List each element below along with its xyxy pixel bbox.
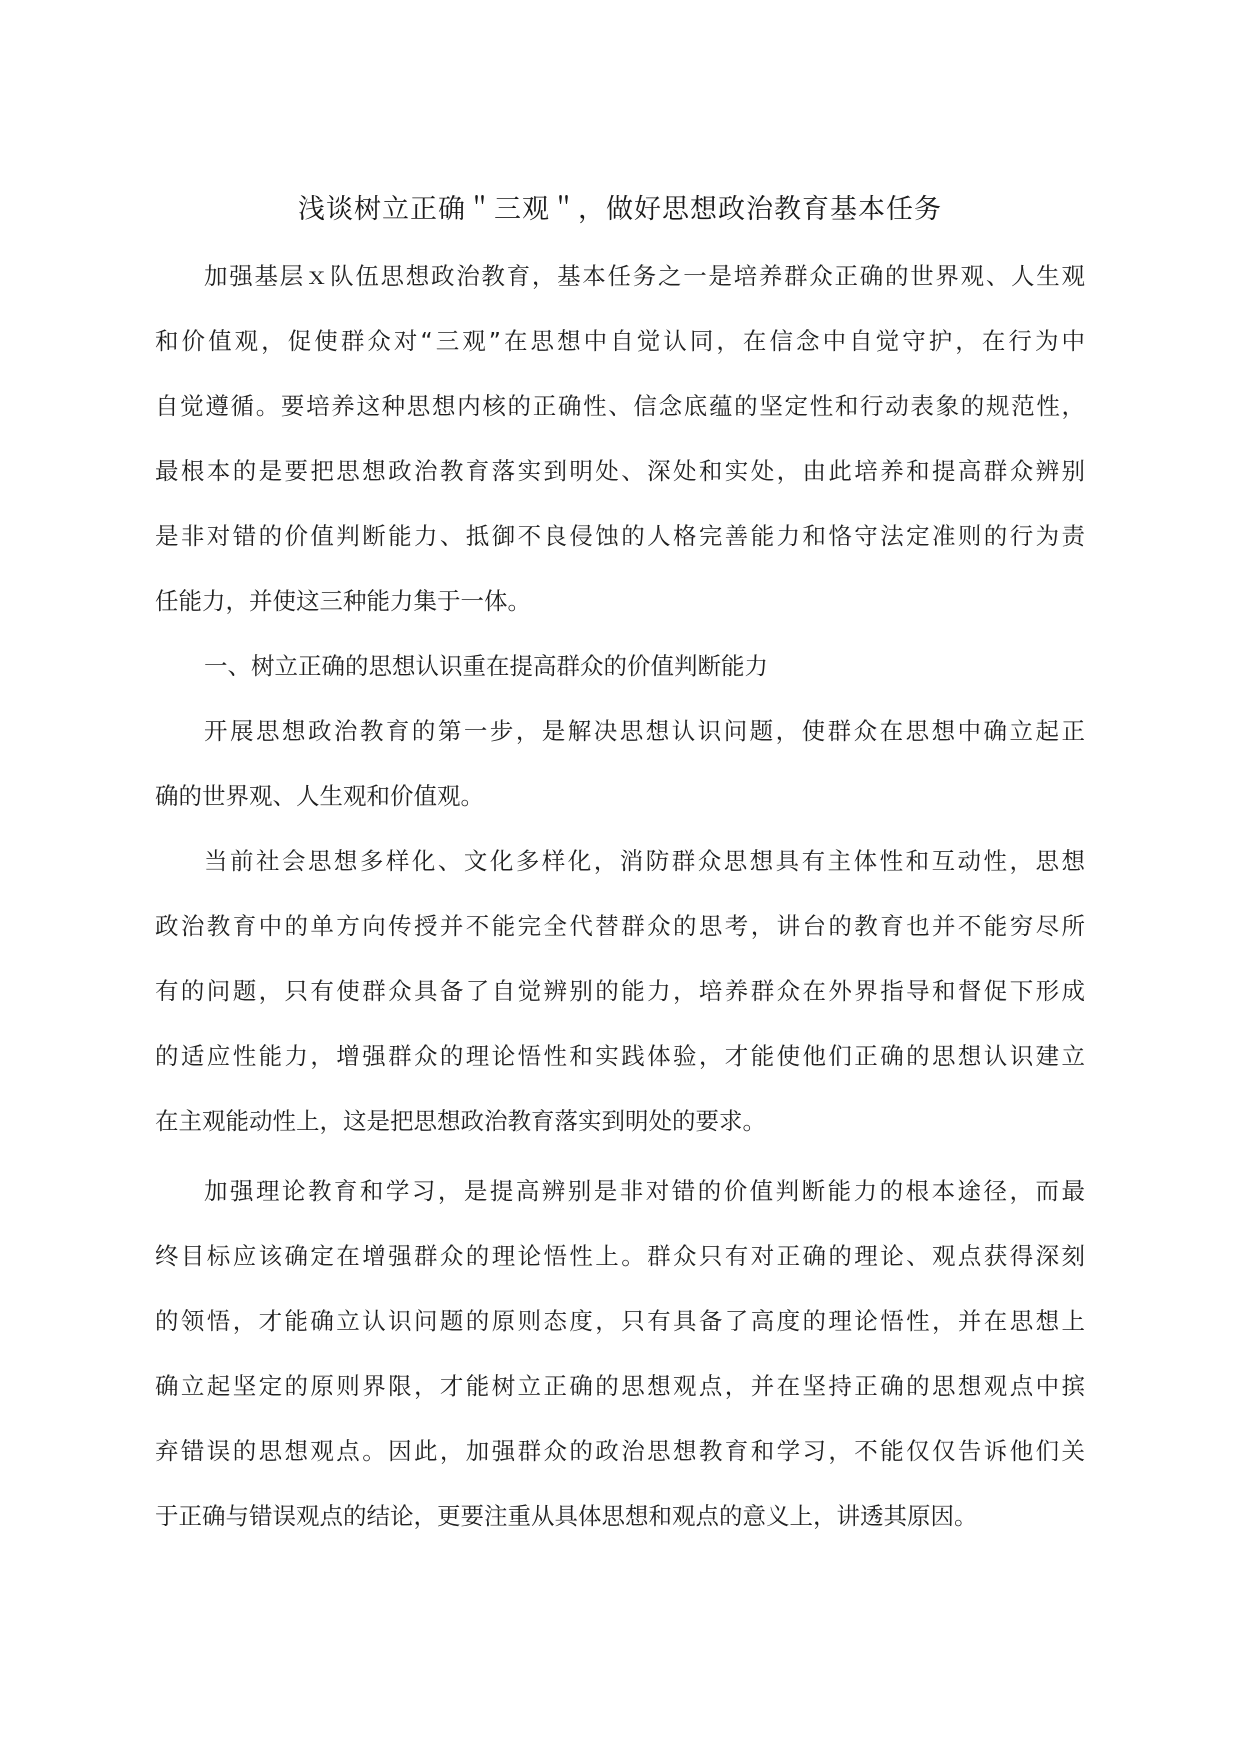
paragraph-line: 是非对错的价值判断能力、抵御不良侵蚀的人格完善能力和恪守法定准则的行为责 <box>155 522 1085 550</box>
paragraph-line: 加强理论教育和学习，是提高辨别是非对错的价值判断能力的根本途径，而最 <box>204 1177 1085 1205</box>
paragraph-line: 加强基层ｘ队伍思想政治教育，基本任务之一是培养群众正确的世界观、人生观 <box>204 262 1085 290</box>
paragraph-line: 开展思想政治教育的第一步，是解决思想认识问题，使群众在思想中确立起正 <box>204 717 1085 745</box>
paragraph-line: 和价值观，促使群众对“三观”在思想中自觉认同，在信念中自觉守护，在行为中 <box>155 327 1085 355</box>
paragraph-line: 确立起坚定的原则界限，才能树立正确的思想观点，并在坚持正确的思想观点中摈 <box>155 1372 1085 1400</box>
paragraph-line: 当前社会思想多样化、文化多样化，消防群众思想具有主体性和互动性，思想 <box>204 847 1085 875</box>
paragraph-line: 自觉遵循。要培养这种思想内核的正确性、信念底蕴的坚定性和行动表象的规范性， <box>155 392 1085 420</box>
paragraph-line: 的适应性能力，增强群众的理论悟性和实践体验，才能使他们正确的思想认识建立 <box>155 1042 1085 1070</box>
paragraph-line: 确的世界观、人生观和价值观。 <box>155 782 484 810</box>
paragraph-line: 最根本的是要把思想政治教育落实到明处、深处和实处，由此培养和提高群众辨别 <box>155 457 1085 485</box>
paragraph-line: 于正确与错误观点的结论，更要注重从具体思想和观点的意义上，讲透其原因。 <box>155 1502 978 1530</box>
paragraph-line: 弃错误的思想观点。因此，加强群众的政治思想教育和学习，不能仅仅告诉他们关 <box>155 1437 1085 1465</box>
section-heading: 一、树立正确的思想认识重在提高群众的价值判断能力 <box>204 652 768 680</box>
paragraph-line: 在主观能动性上，这是把思想政治教育落实到明处的要求。 <box>155 1107 766 1135</box>
paragraph-line: 终目标应该确定在增强群众的理论悟性上。群众只有对正确的理论、观点获得深刻 <box>155 1242 1085 1270</box>
paragraph-line: 任能力，并使这三种能力集于一体。 <box>155 587 531 615</box>
paragraph-line: 有的问题，只有使群众具备了自觉辨别的能力，培养群众在外界指导和督促下形成 <box>155 977 1085 1005</box>
document-title: 浅谈树立正确＂三观＂，做好思想政治教育基本任务 <box>298 194 942 225</box>
paragraph-line: 政治教育中的单方向传授并不能完全代替群众的思考，讲台的教育也并不能穷尽所 <box>155 912 1085 940</box>
paragraph-line: 的领悟，才能确立认识问题的原则态度，只有具备了高度的理论悟性，并在思想上 <box>155 1307 1085 1335</box>
